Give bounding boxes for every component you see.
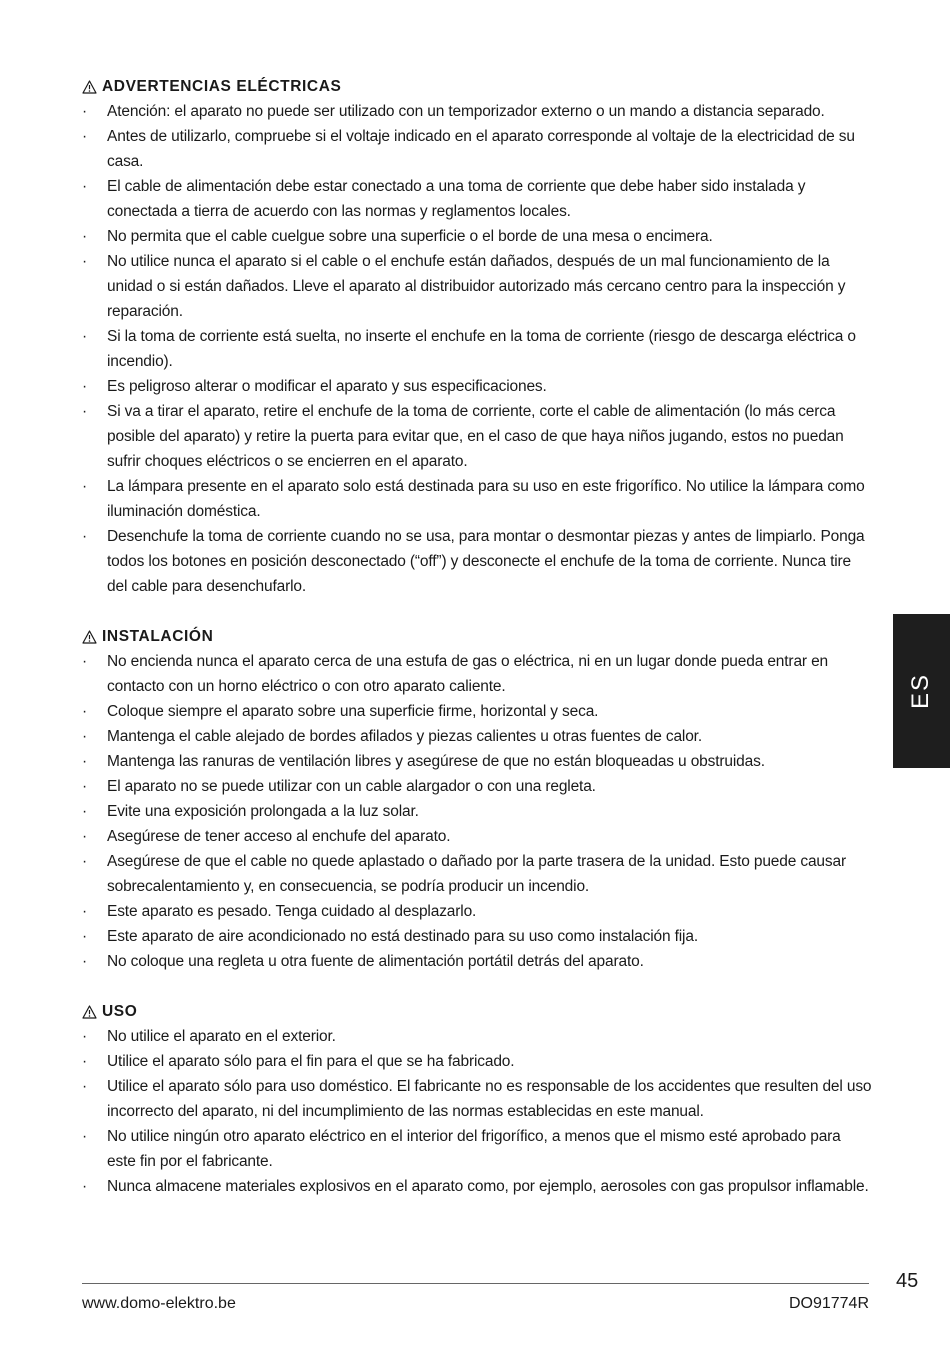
bullet: · <box>82 778 88 795</box>
bullet: · <box>82 378 88 395</box>
list-item: · Antes de utilizarlo, compruebe si el voltaje indicado en el aparato corresponde al voltaje de la electricidad de su casa. <box>82 124 872 174</box>
warning-triangle-icon <box>82 1005 98 1019</box>
section-title-text: USO <box>102 1003 138 1020</box>
bullet-list <box>82 649 872 974</box>
bullet-list <box>82 1024 872 1199</box>
bullet: · <box>82 653 88 670</box>
footer-divider <box>82 1283 869 1284</box>
list-item: · El cable de alimentación debe estar conectado a una toma de corriente que debe haber sido instalada y conectada a tierra de acuerdo con las normas y reglamentos locales. <box>82 174 872 224</box>
list-item: · No encienda nunca el aparato cerca de una estufa de gas o eléctrica, ni en un lugar donde pueda entrar en contacto con un horno eléctrico o con otro aparato caliente. <box>82 649 872 699</box>
list-item: · Desenchufe la toma de corriente cuando no se usa, para montar o desmontar piezas y antes de limpiarlo. Ponga todos los botones en posición desconectado (“off”) y desconecte el enchufe de la toma de corriente. Nunca tire del cable para desenchufarlo. <box>82 524 872 599</box>
bullet: · <box>82 1028 88 1045</box>
list-item: · Nunca almacene materiales explosivos en el aparato como, por ejemplo, aerosoles con gas propulsor inflamable. <box>82 1174 872 1199</box>
section-use <box>82 999 872 1199</box>
list-item: · Asegúrese de tener acceso al enchufe del aparato. <box>82 824 872 849</box>
bullet: · <box>82 1128 88 1145</box>
bullet: · <box>82 178 88 195</box>
bullet: · <box>82 1078 88 1095</box>
list-item: · Es peligroso alterar o modificar el aparato y sus especificaciones. <box>82 374 872 399</box>
bullet: · <box>82 403 88 420</box>
bullet: · <box>82 478 88 495</box>
bullet: · <box>82 853 88 870</box>
bullet: · <box>82 803 88 820</box>
bullet: · <box>82 728 88 745</box>
bullet: · <box>82 228 88 245</box>
list-item: · Este aparato de aire acondicionado no está destinado para su uso como instalación fija. <box>82 924 872 949</box>
list-item: · No utilice nunca el aparato si el cable o el enchufe están dañados, después de un mal funcionamiento de la unidad o si están dañados. Lleve el aparato al distribuidor autorizado más cercano centro para la inspección y reparación. <box>82 249 872 324</box>
list-item: · No utilice ningún otro aparato eléctrico en el interior del frigorífico, a menos que el mismo esté aprobado para este fin por el fabricante. <box>82 1124 872 1174</box>
bullet: · <box>82 953 88 970</box>
bullet: · <box>82 1178 88 1195</box>
list-item: · Atención: el aparato no puede ser utilizado con un temporizador externo o un mando a distancia separado. <box>82 99 872 124</box>
list-item: · No utilice el aparato en el exterior. <box>82 1024 872 1049</box>
language-tab <box>893 614 950 768</box>
bullet: · <box>82 828 88 845</box>
list-item: · La lámpara presente en el aparato solo está destinada para su uso en este frigorífico. No utilice la lámpara como iluminación doméstica. <box>82 474 872 524</box>
bullet: · <box>82 753 88 770</box>
list-item: · Si va a tirar el aparato, retire el enchufe de la toma de corriente, corte el cable de alimentación (lo más cerca posible del aparato) y retire la puerta para evitar que, en el caso de que haya niños jugando, estos no puedan sufrir choques eléctricos o se encierren en el aparato. <box>82 399 872 474</box>
list-item: · Si la toma de corriente está suelta, no inserte el enchufe en la toma de corriente (riesgo de descarga eléctrica o incendio). <box>82 324 872 374</box>
bullet: · <box>82 703 88 720</box>
bullet: · <box>82 128 88 145</box>
list-item: · El aparato no se puede utilizar con un cable alargador o con una regleta. <box>82 774 872 799</box>
bullet: · <box>82 928 88 945</box>
list-item: · Evite una exposición prolongada a la luz solar. <box>82 799 872 824</box>
section-title <box>82 74 872 99</box>
bullet: · <box>82 103 88 120</box>
page-number: 45 <box>896 1270 919 1292</box>
bullet: · <box>82 903 88 920</box>
section-title <box>82 624 872 649</box>
list-item: · No permita que el cable cuelgue sobre una superficie o el borde de una mesa o encimera. <box>82 224 872 249</box>
footer-model-code: DO91774R <box>788 1295 869 1312</box>
bullet-list <box>82 99 872 599</box>
section-title-text: INSTALACIÓN <box>102 628 214 645</box>
list-item: · Mantenga las ranuras de ventilación libres y asegúrese de que no están bloqueadas u obstruidas. <box>82 749 872 774</box>
list-item: · Utilice el aparato sólo para el fin para el que se ha fabricado. <box>82 1049 872 1074</box>
bullet: · <box>82 328 88 345</box>
bullet: · <box>82 528 88 545</box>
language-tab-label: ES <box>907 672 935 710</box>
warning-triangle-icon <box>82 630 98 644</box>
bullet: · <box>82 253 88 270</box>
list-item: · Utilice el aparato sólo para uso doméstico. El fabricante no es responsable de los accidentes que resulten del uso incorrecto del aparato, ni del incumplimiento de las normas establecidas en este manual. <box>82 1074 872 1124</box>
section-installation <box>82 624 872 974</box>
warning-triangle-icon <box>82 80 98 94</box>
document-body <box>82 74 872 1224</box>
section-electrical-warnings <box>82 74 872 599</box>
section-title <box>82 999 872 1024</box>
list-item: · Asegúrese de que el cable no quede aplastado o dañado por la parte trasera de la unidad. Esto puede causar sobrecalentamiento y, en consecuencia, se podría producir un incendio. <box>82 849 872 899</box>
list-item: · Este aparato es pesado. Tenga cuidado al desplazarlo. <box>82 899 872 924</box>
bullet: · <box>82 1053 88 1070</box>
list-item: · Mantenga el cable alejado de bordes afilados y piezas calientes u otras fuentes de calor. <box>82 724 872 749</box>
list-item: · No coloque una regleta u otra fuente de alimentación portátil detrás del aparato. <box>82 949 872 974</box>
list-item: · Coloque siempre el aparato sobre una superficie firme, horizontal y seca. <box>82 699 872 724</box>
section-title-text: ADVERTENCIAS ELÉCTRICAS <box>102 78 342 95</box>
footer-url: www.domo-elektro.be <box>82 1295 236 1312</box>
